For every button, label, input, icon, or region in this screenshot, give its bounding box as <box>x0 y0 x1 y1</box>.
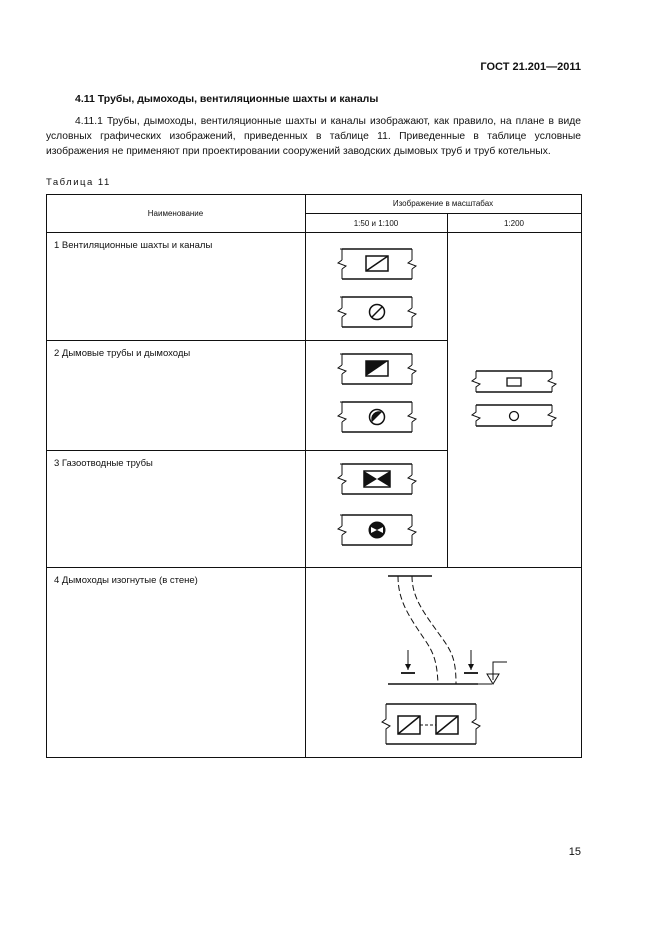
section-title: 4.11 Трубы, дымоходы, вентиляционные шахты и каналы <box>75 93 379 105</box>
symbol-1-200-channel <box>472 405 556 426</box>
section-paragraph: 4.11.1 Трубы, дымоходы, вентиляционные шахты и каналы изображают, как правило, на плане в виде условных графических изображений, приведенных в таблице 11. Приведенные в таблице условные изображения не применяют при проектировании сооружений заводских дымовых труб и труб котельных. <box>46 116 581 157</box>
table-header-name: Наименование <box>147 209 204 218</box>
table-header-scale-1-200: 1:200 <box>503 219 525 228</box>
symbol-bent-chimney-section <box>388 576 507 684</box>
symbol-gas-exhaust-channel <box>338 515 416 545</box>
symbol-smoke-shaft <box>338 354 416 384</box>
table-header-scale-1-50-100: 1:50 и 1:100 <box>353 219 399 228</box>
table-caption: Таблица 11 <box>46 177 111 188</box>
table-row-4-label: 4 Дымоходы изогнутые (в стене) <box>54 575 198 586</box>
symbol-ventilation-channel <box>338 297 416 327</box>
page-number: 15 <box>568 846 581 858</box>
table-header-scale-group: Изображение в масштабах <box>392 199 494 208</box>
symbol-smoke-channel <box>338 402 416 432</box>
table-row-2-label: 2 Дымовые трубы и дымоходы <box>54 348 191 359</box>
symbol-gas-exhaust-shaft <box>338 464 416 494</box>
document-standard-header: ГОСТ 21.201—2011 <box>480 61 581 73</box>
table-row-1-label: 1 Вентиляционные шахты и каналы <box>54 240 213 251</box>
symbol-bent-chimney-plan <box>382 704 480 744</box>
symbol-1-200-shaft <box>472 371 556 392</box>
symbol-ventilation-shaft <box>338 249 416 279</box>
table-frame <box>47 195 582 758</box>
table-row-3-label: 3 Газоотводные трубы <box>54 458 153 469</box>
